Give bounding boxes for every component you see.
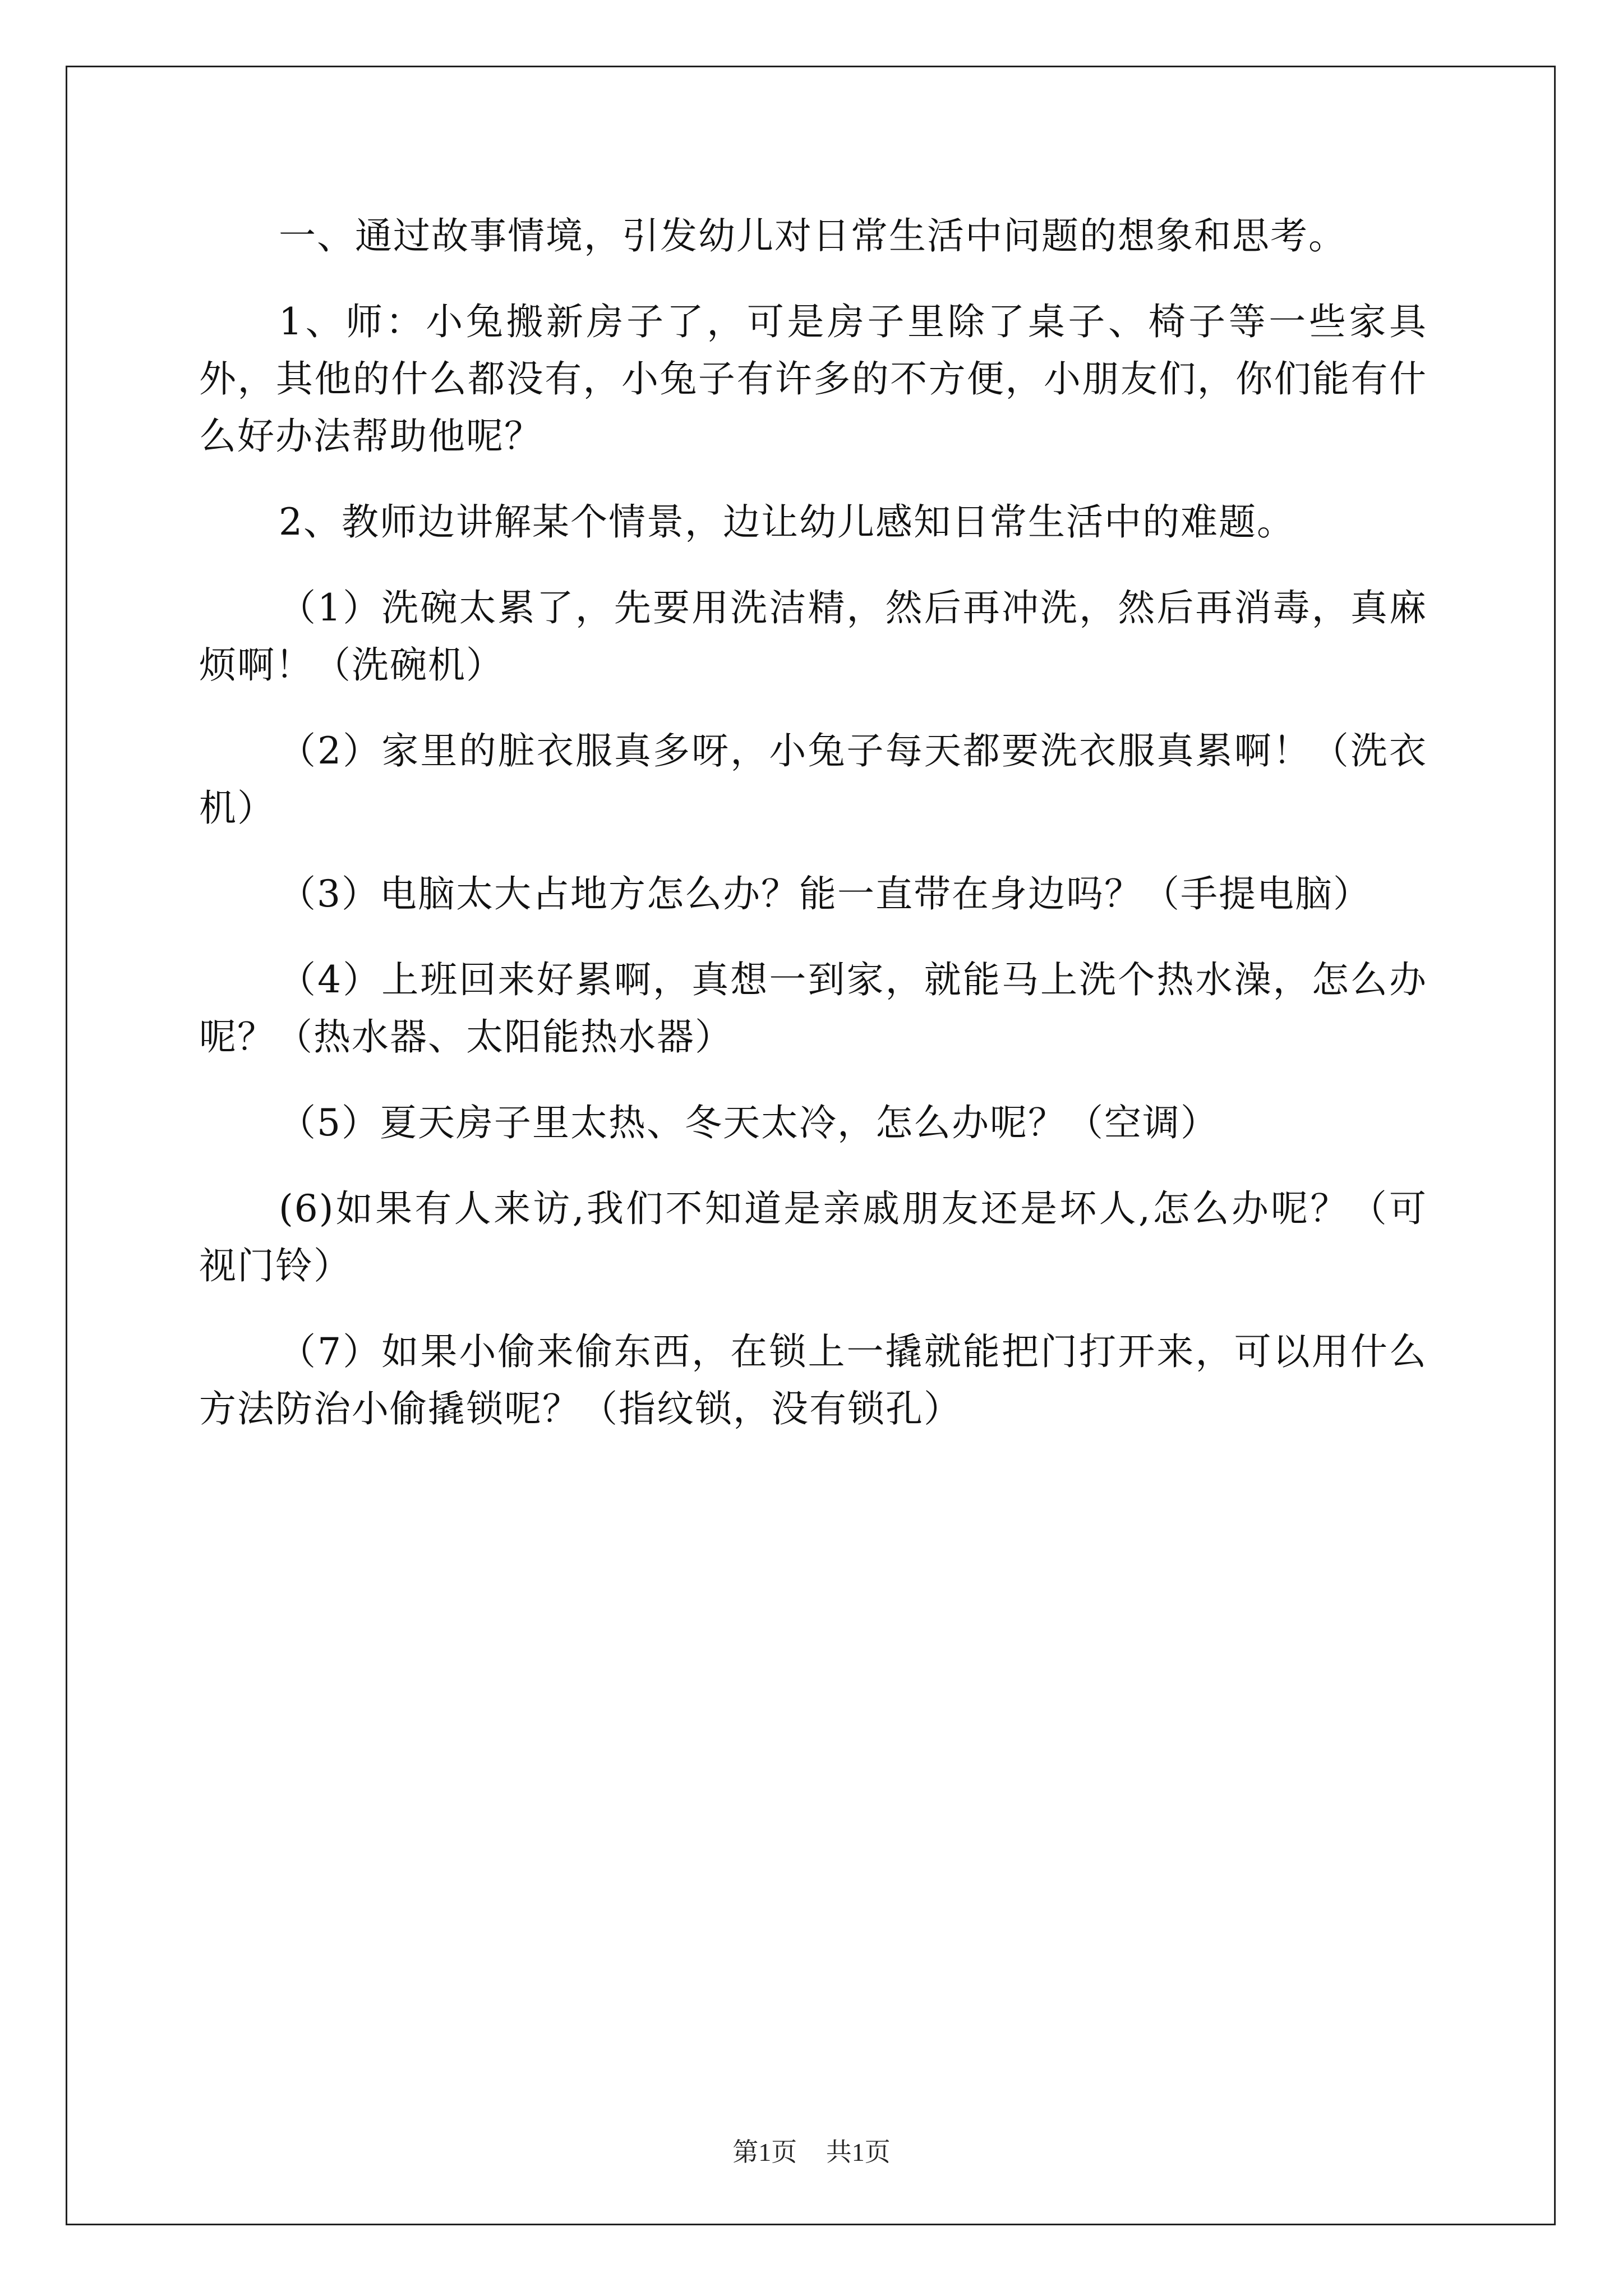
page-total: 共1页 — [826, 2138, 891, 2166]
list-item: (6)如果有人来访,我们不知道是亲戚朋友还是坏人,怎么办呢？（可视门铃） — [199, 1187, 1427, 1287]
list-item: （7）如果小偷来偷东西，在锁上一撬就能把门打开来，可以用什么方法防治小偷撬锁呢？（指纹锁，没有锁孔） — [199, 1330, 1427, 1430]
section-heading: 一、通过故事情境，引发幼儿对日常生活中问题的想象和思考。 — [279, 214, 1347, 257]
paragraph: 1、师：小兔搬新房子了，可是房子里除了桌子、椅子等一些家具外，其他的什么都没有，小兔子有许多的不方便，小朋友们，你们能有什么好办法帮助他呢？ — [199, 300, 1427, 458]
page-footer — [0, 2132, 1623, 2169]
document-body — [199, 208, 1427, 1466]
list-item: （5）夏天房子里太热、冬天太冷，怎么办呢？（空调） — [279, 1101, 1219, 1144]
list-item: （4）上班回来好累啊，真想一到家，就能马上洗个热水澡，怎么办呢？（热水器、太阳能热水器） — [199, 958, 1427, 1059]
list-item: （2）家里的脏衣服真多呀，小兔子每天都要洗衣服真累啊！（洗衣机） — [199, 729, 1427, 830]
list-item: （1）洗碗太累了，先要用洗洁精，然后再冲洗，然后再消毒，真麻烦啊！（洗碗机） — [199, 586, 1427, 687]
paragraph: 2、教师边讲解某个情景，边让幼儿感知日常生活中的难题。 — [279, 500, 1295, 544]
list-item: （3）电脑太大占地方怎么办？能一直带在身边吗？（手提电脑） — [279, 872, 1371, 915]
page-number: 第1页 — [732, 2138, 797, 2166]
